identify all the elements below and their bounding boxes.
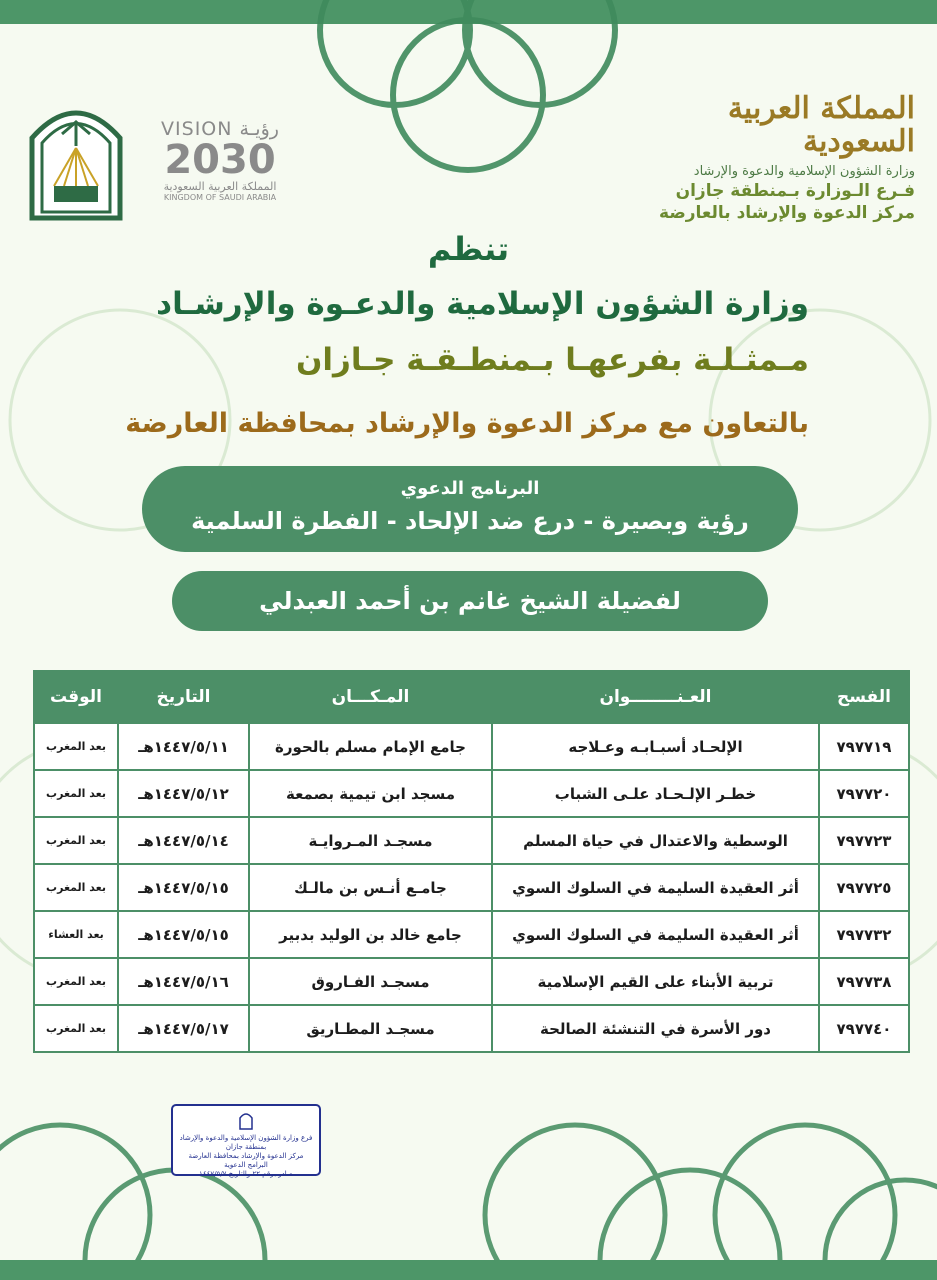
vision-year: 2030 [164,137,276,183]
vision-english-name: KINGDOM OF SAUDI ARABIA [163,193,277,202]
cell-place: مسجد ابن تيمية بصمعة [249,770,492,817]
header-time: الوقت [34,671,118,723]
cell-title: تربية الأبناء على القيم الإسلامية [492,958,819,1005]
cell-date: ١٤٤٧/٥/١٢هـ [118,770,249,817]
stamp-line: فرع وزارة الشؤون الإسلامية والدعوة والإرشاد [179,1134,313,1142]
program-banner [142,466,798,552]
vision-2030-logo [140,118,300,202]
cell-time: بعد المغرب [34,864,118,911]
cell-time: بعد المغرب [34,723,118,770]
cell-title: الوسطية والاعتدال في حياة المسلم [492,817,819,864]
stamp-line: بمنطقة جازان [225,1143,267,1151]
branch-name: فـرع الـوزارة بـمنطقة جازان [675,181,915,201]
cell-place: مسجـد الفـاروق [249,958,492,1005]
stamp-line: مركز الدعوة والإرشاد بمحافظة العارضة [188,1152,304,1160]
header-permit: الفسح [819,671,909,723]
cell-permit: ٧٩٧٧٣٨ [819,958,909,1005]
official-stamp [171,1104,321,1176]
stamp-line: صادر برقم ٢٢ والتاريخ ١٤٤٧/٥/٧ [199,1170,293,1178]
cell-time: بعد العشاء [34,911,118,958]
cell-permit: ٧٩٧٧٢٣ [819,817,909,864]
table-row [34,1005,909,1052]
kingdom-header [615,92,915,223]
heading-ministry: وزارة الشؤون الإسلامية والدعـوة والإرشـاد [156,286,809,322]
table-row [34,723,909,770]
vision-arabic-name: المملكة العربية السعودية [163,180,277,193]
cell-title: خطـر الإلـحـاد علـى الشباب [492,770,819,817]
ministry-emblem-icon [24,88,128,222]
stamp-emblem-icon [238,1110,254,1130]
cell-date: ١٤٤٧/٥/١١هـ [118,723,249,770]
header-date: التاريخ [118,671,249,723]
cell-place: جامع خالد بن الوليد بدبير [249,911,492,958]
cell-time: بعد المغرب [34,817,118,864]
cell-time: بعد المغرب [34,958,118,1005]
cell-time: بعد المغرب [34,1005,118,1052]
header-title: العـنــــــــوان [492,671,819,723]
cell-permit: ٧٩٧٧١٩ [819,723,909,770]
program-title: البرنامج الدعوي [400,478,540,499]
cell-title: دور الأسرة في التنشئة الصالحة [492,1005,819,1052]
kingdom-logo: المملكة العربية السعودية [727,91,915,159]
schedule-table [33,670,910,1053]
table-row [34,958,909,1005]
cell-date: ١٤٤٧/٥/١٦هـ [118,958,249,1005]
heading-branch: مـمثـلـة بفرعهـا بـمنطـقـة جـازان [295,342,809,378]
stamp-line: البرامج الدعوية [224,1161,268,1169]
cell-permit: ٧٩٧٧٤٠ [819,1005,909,1052]
cell-place: جامع الإمام مسلم بالحورة [249,723,492,770]
cell-place: مسجـد المـروايـة [249,817,492,864]
heading-cooperation: بالتعاون مع مركز الدعوة والإرشاد بمحافظة العارضة [125,408,809,439]
cell-title: الإلحـاد أسبـابـه وعـلاجه [492,723,819,770]
table-row [34,770,909,817]
table-header-row [34,671,909,723]
cell-permit: ٧٩٧٧٣٢ [819,911,909,958]
ministry-name: وزارة الشؤون الإسلامية والدعوة والإرشاد [693,164,915,179]
cell-time: بعد المغرب [34,770,118,817]
cell-date: ١٤٤٧/٥/١٧هـ [118,1005,249,1052]
heading-organizes: تنظم [427,230,510,268]
speaker-banner: لفضيلة الشيخ غانم بن أحمد العبدلي [172,571,768,631]
cell-date: ١٤٤٧/٥/١٥هـ [118,864,249,911]
cell-date: ١٤٤٧/٥/١٤هـ [118,817,249,864]
table-row [34,817,909,864]
header-place: المـكـــان [249,671,492,723]
cell-title: أثر العقيدة السليمة في السلوك السوي [492,911,819,958]
vision-label: VISION رؤيـة [161,118,279,140]
cell-place: مسجـد المطـاريق [249,1005,492,1052]
table-row [34,911,909,958]
cell-date: ١٤٤٧/٥/١٥هـ [118,911,249,958]
cell-permit: ٧٩٧٧٢٥ [819,864,909,911]
table-row [34,864,909,911]
program-subtitle: رؤية وبصيرة - درع ضد الإلحاد - الفطرة السلمية [191,507,749,535]
bottom-border [0,1260,937,1280]
center-name: مركز الدعوة والإرشاد بالعارضة [659,203,915,223]
cell-permit: ٧٩٧٧٢٠ [819,770,909,817]
cell-place: جامـع أنـس بن مالـك [249,864,492,911]
top-border [0,0,937,24]
cell-title: أثر العقيدة السليمة في السلوك السوي [492,864,819,911]
